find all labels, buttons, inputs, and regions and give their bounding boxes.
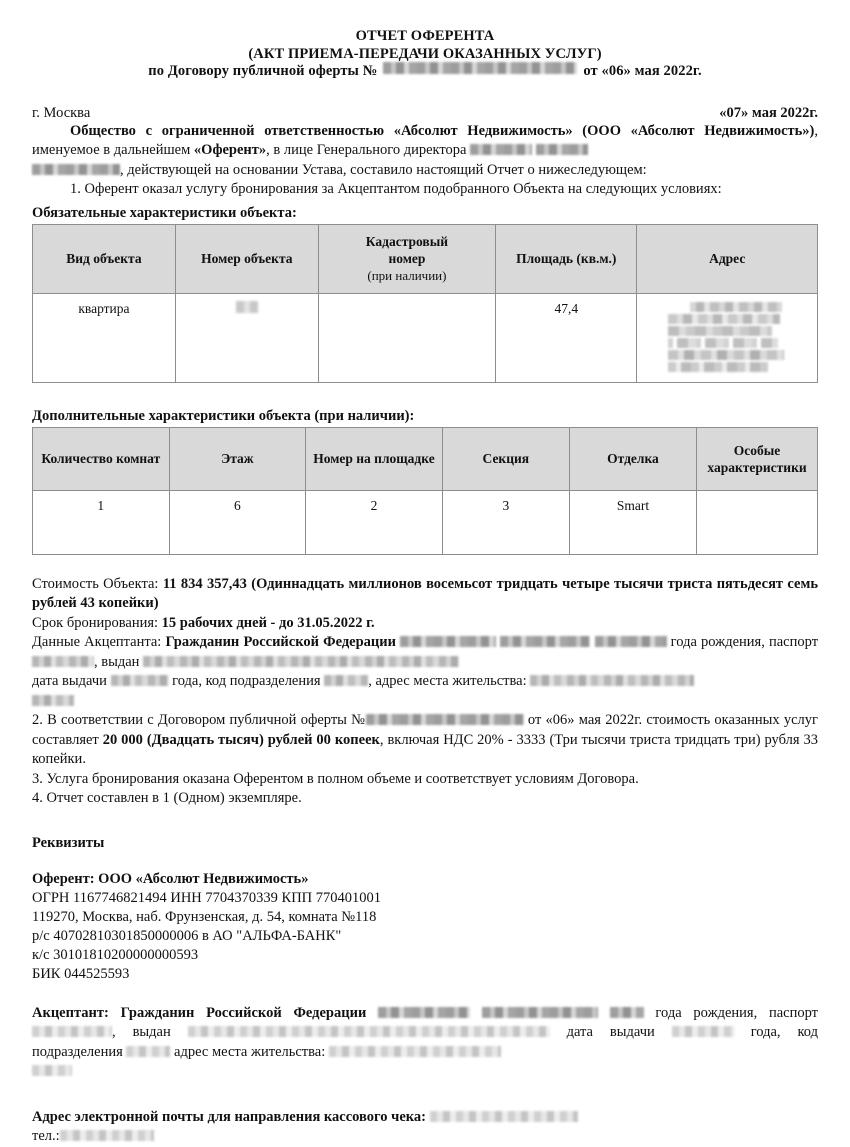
additional-characteristics-table: [32, 427, 818, 555]
table1-caption: Обязательные характеристики объекта:: [32, 204, 297, 221]
redacted-object-number: [236, 301, 258, 313]
acceptor-data-label: Данные Акцептанта:: [32, 634, 166, 650]
redacted-acceptor-birthdate: [595, 636, 667, 647]
redacted-passport-number: [32, 656, 94, 667]
service-amount: 20 000 (Двадцать тысяч) рублей 00 копеек: [102, 731, 380, 748]
table1-header-row: [33, 224, 818, 293]
object-cost-line: [32, 575, 818, 614]
redacted-director-name-2: [536, 144, 588, 155]
table1-col-kadastrovyy-nomer: [318, 224, 495, 293]
table2-cell-nomer-na-ploshchadke: 2: [306, 490, 443, 554]
clause2-mid: от «06» мая 2022г. стоимость оказанных услуг составляет: [32, 712, 818, 748]
term-value: 15 рабочих дней - до 31.05.2022 г.: [161, 614, 375, 631]
table1-cell-adres: [637, 293, 818, 382]
kadastr-line2: номер: [388, 251, 426, 266]
city-label: г. Москва: [32, 104, 91, 121]
table1-col-adres: Адрес: [637, 224, 818, 293]
table2-wrapper: [32, 407, 818, 555]
table1-col-vid-obyekta: Вид объекта: [33, 224, 176, 293]
redacted-acceptor-fullname: [400, 636, 496, 647]
redacted-passport-number-req: [32, 1026, 112, 1037]
requisites-title: Реквизиты: [32, 834, 105, 851]
intro-paragraph: [32, 122, 818, 181]
clause2-suffix: , включая НДС 20% - 3333 (Три тысячи триста тридцать три) рубля 33 копейки.: [32, 731, 818, 767]
table1-cell-nomer-obyekta: [175, 293, 318, 382]
conditions-block: [32, 575, 818, 809]
acceptor-req-date-label: дата выдачи: [549, 1024, 672, 1040]
offerent-correspondent-account: к/с 30101810200000000593: [32, 946, 199, 963]
table2-col-otdelka: Отделка: [569, 427, 696, 490]
redacted-acceptor-name-req-2: [482, 1007, 598, 1018]
table1-cell-kadastrovyy-nomer: [318, 293, 495, 382]
table2-col-osobye-harakteristiki: Особые характеристики: [697, 427, 818, 490]
offerent-company-name: Общество с ограниченной ответственностью «Абсолют Недвижимость» (ООО «Абсолют Недвижимость»): [70, 122, 815, 139]
acceptor-requisites-block: [32, 1004, 818, 1082]
title-line-3: [32, 63, 818, 81]
title-line-2: (АКТ ПРИЕМА-ПЕРЕДАЧИ ОКАЗАННЫХ УСЛУГ): [248, 45, 602, 62]
redacted-object-address: [668, 302, 786, 372]
redacted-residence-address-cont: [32, 695, 74, 706]
table2-col-etazh: Этаж: [169, 427, 306, 490]
table1-cell-vid-obyekta: квартира: [33, 293, 176, 382]
acceptor-req-birth-suffix: года рождения, паспорт: [643, 1004, 819, 1021]
intro-part5: , действующей на основании Устава, составило настоящий Отчет о нижеследующем:: [120, 161, 647, 178]
acceptor-req-issued-label: , выдан: [112, 1024, 188, 1040]
email-block: [32, 1108, 818, 1147]
acceptor-issued-by-label: , выдан: [94, 653, 144, 670]
redacted-issue-date-req: [672, 1026, 734, 1037]
table2-col-kolichestvo-komnat: Количество комнат: [33, 427, 170, 490]
acceptor-issue-date-label: дата выдачи: [32, 673, 111, 689]
clause-4: 4. Отчет составлен в 1 (Одном) экземпляре.: [32, 790, 302, 806]
redacted-residence-address-req-cont: [32, 1065, 72, 1076]
redacted-department-code-req: [126, 1046, 170, 1057]
acceptor-residence-label: , адрес места жительства:: [368, 673, 531, 689]
table2-col-sekciya: Секция: [442, 427, 569, 490]
clause-3: 3. Услуга бронирования оказана Оферентом в полном объеме и соответствует условиям Договора.: [32, 770, 639, 787]
kadastr-line1: Кадастровый: [365, 234, 449, 249]
redacted-department-code: [324, 675, 368, 686]
redacted-residence-address-req: [329, 1046, 501, 1057]
redacted-acceptor-fullname-2: [500, 636, 590, 647]
acceptor-citizen-label: Гражданин Российской Федерации: [165, 634, 396, 650]
redacted-acceptor-name-req-1: [378, 1007, 470, 1018]
intro-part2: , именуемое в дальнейшем: [32, 122, 818, 158]
intro-part4: , в лице Генерального директора: [266, 142, 471, 158]
table1-col-ploshad: Площадь (кв.м.): [496, 224, 637, 293]
phone-line: [32, 1127, 818, 1147]
term-label: Срок бронирования:: [32, 614, 162, 631]
table2-cell-sekciya: 3: [442, 490, 569, 554]
acceptor-req-dept-label: года, код подразделения: [32, 1024, 818, 1060]
table2-header-row: [33, 427, 818, 490]
phone-label: тел.:: [32, 1128, 60, 1144]
redacted-director-name-1: [470, 144, 532, 155]
table2-caption: Дополнительные характеристики объекта (при наличии):: [32, 407, 415, 424]
redacted-director-name-3: [32, 164, 120, 175]
acceptor-birth-suffix: года рождения, паспорт: [666, 634, 819, 650]
mandatory-characteristics-table: [32, 224, 818, 383]
offerent-ogrn-inn-kpp: ОГРН 1167746821494 ИНН 7704370339 КПП 770401001: [32, 889, 382, 906]
redacted-passport-issue-date: [111, 675, 169, 686]
redacted-contract-number-2: [366, 714, 524, 725]
redacted-passport-issuer: [143, 656, 459, 667]
clause-2: [32, 711, 818, 770]
offerent-settlement-account: р/с 40702810301850000006 в АО "АЛЬФА-БАНК": [32, 927, 342, 944]
acceptor-data-line: [32, 633, 818, 711]
offerent-requisites-block: [32, 870, 818, 984]
document-title: [32, 28, 818, 81]
table2-cell-etazh: 6: [169, 490, 306, 554]
email-label: Адрес электронной почты для направления кассового чека:: [32, 1108, 430, 1125]
acceptor-requisites-label: Акцептант: Гражданин Российской Федерации: [32, 1004, 367, 1021]
clause2-prefix: 2. В соответствии с Договором публичной оферты №: [32, 712, 366, 728]
table-row: [33, 490, 818, 554]
city-date-row: [32, 105, 818, 122]
acceptor-dept-code-label: года, код подразделения: [168, 673, 325, 689]
title-line-1: ОТЧЕТ ОФЕРЕНТА: [355, 28, 495, 44]
acceptor-req-residence-label: адрес места жительства:: [170, 1043, 329, 1060]
offerent-bik: БИК 044525593: [32, 965, 130, 982]
cost-label: Стоимость Объекта:: [32, 575, 163, 592]
redacted-passport-issuer-req: [188, 1026, 550, 1037]
document-date: «07» мая 2022г.: [719, 104, 818, 121]
offerent-term: «Оферент»: [193, 142, 267, 158]
table1-cell-ploshad: 47,4: [496, 293, 637, 382]
offerent-name-line: Оферент: ООО «Абсолют Недвижимость»: [32, 870, 309, 887]
booking-term-line: [32, 614, 818, 634]
redacted-contract-number: [383, 62, 577, 74]
redacted-email-address: [430, 1111, 578, 1122]
redacted-acceptor-birth-req: [610, 1007, 644, 1018]
clause-1: 1. Оферент оказал услугу бронирования за Акцептантом подобранного Объекта на следующих условиях:: [70, 181, 722, 197]
table2-cell-otdelka: Smart: [569, 490, 696, 554]
email-line: [32, 1108, 818, 1128]
table-row: [33, 293, 818, 382]
contract-number-prefix: по Договору публичной оферты №: [148, 63, 378, 79]
table2-cell-kolichestvo-komnat: 1: [33, 490, 170, 554]
contract-date-suffix: от «06» мая 2022г.: [583, 63, 702, 79]
redacted-residence-address: [530, 675, 694, 686]
kadastr-note: (при наличии): [367, 268, 447, 283]
offerent-legal-address: 119270, Москва, наб. Фрунзенская, д. 54, комната №118: [32, 908, 377, 925]
table1-col-nomer-obyekta: Номер объекта: [175, 224, 318, 293]
table2-col-nomer-na-ploshchadke: Номер на площадке: [306, 427, 443, 490]
table2-cell-osobye-harakteristiki: [697, 490, 818, 554]
cost-value: 11 834 357,43 (Одиннадцать миллионов восемьсот тридцать четыре тысячи триста пятьдесят семь рублей 43 копейки): [32, 575, 819, 611]
redacted-phone-number: [60, 1130, 154, 1141]
